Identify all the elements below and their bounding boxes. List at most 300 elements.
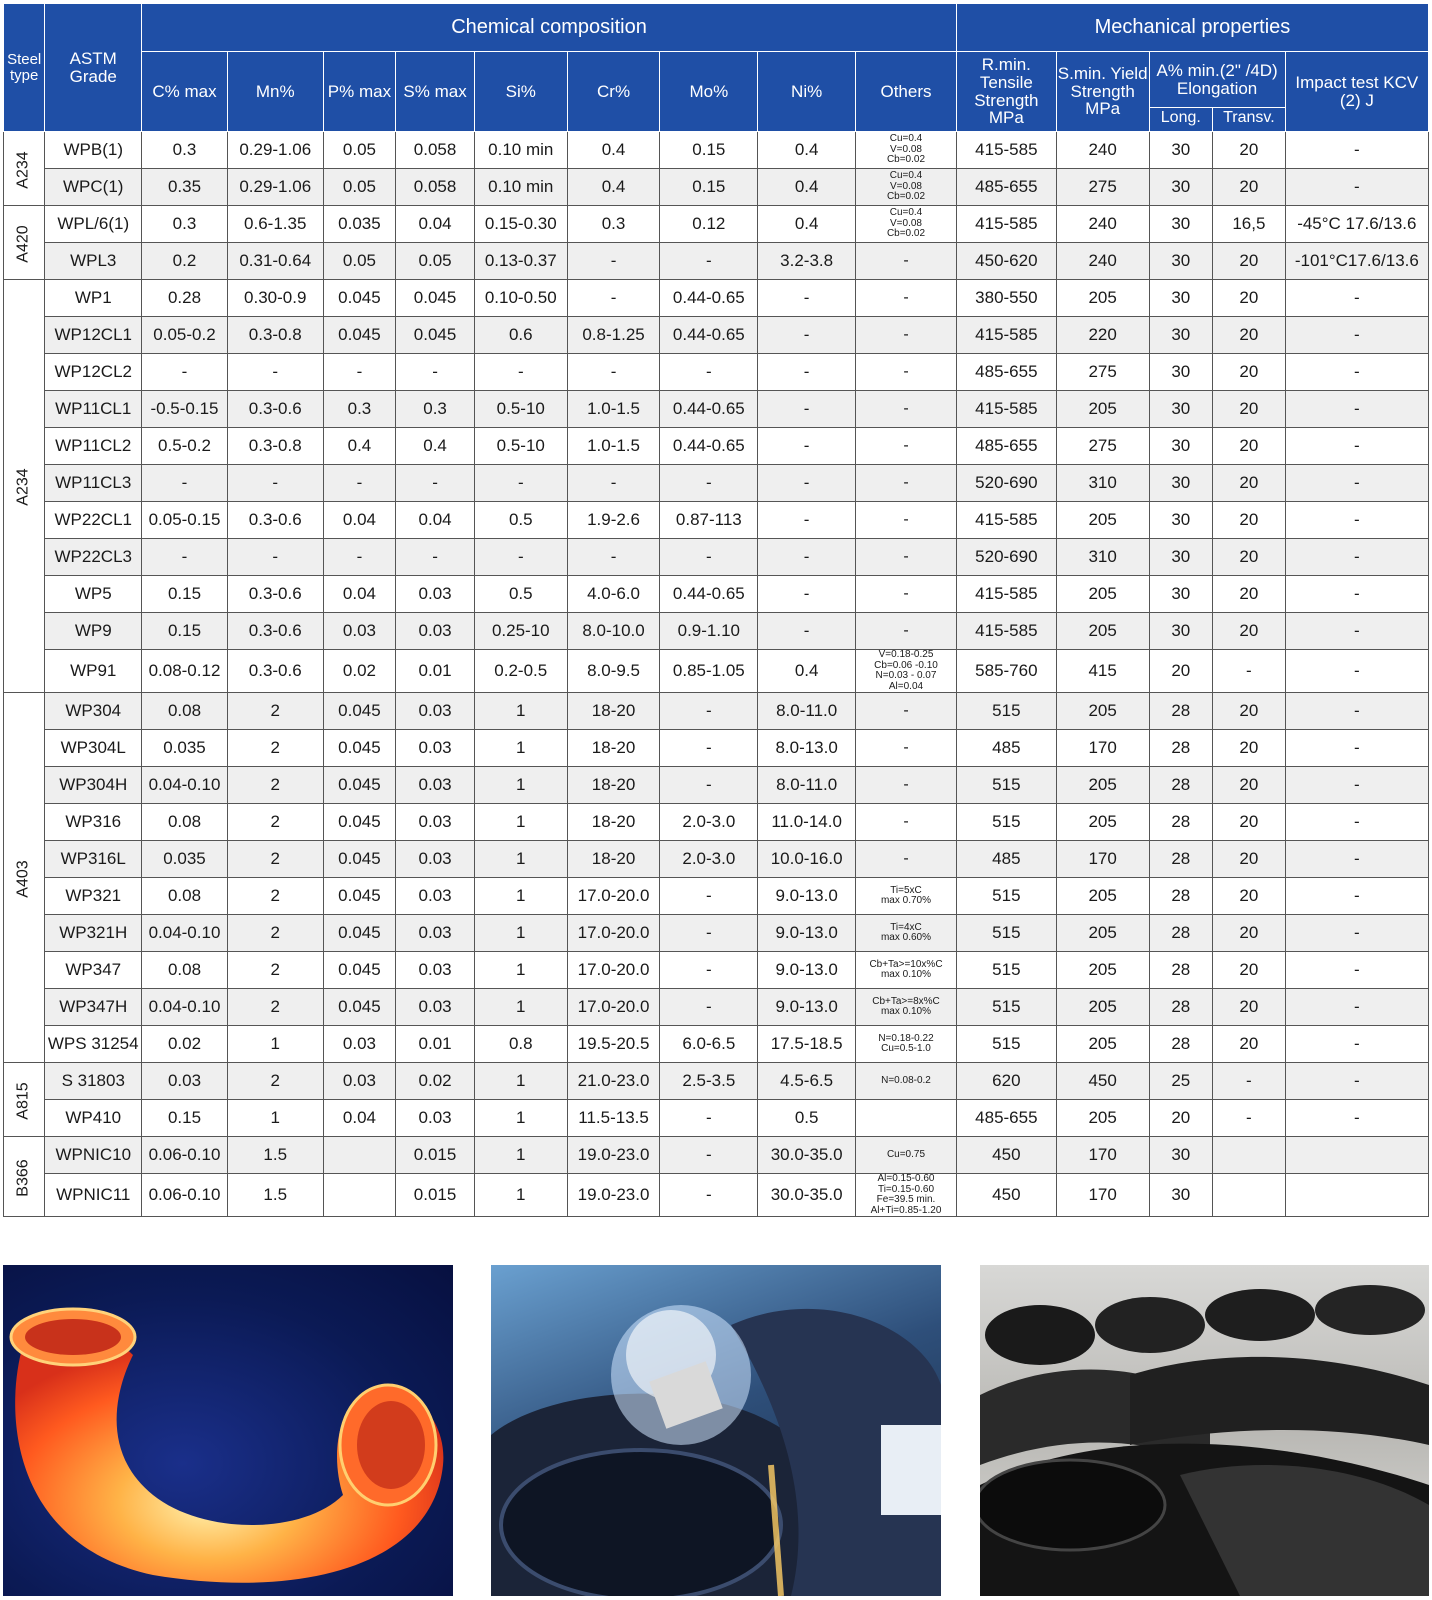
cell-c: 0.035 xyxy=(142,730,228,767)
others-line: Cb=0.02 xyxy=(886,191,926,203)
header-elongation: A% min.(2" /4D) Elongation xyxy=(1149,52,1285,108)
cell-long: 20 xyxy=(1149,650,1213,693)
cell-long: 28 xyxy=(1149,878,1213,915)
cell-impact: - xyxy=(1285,730,1428,767)
cell-tensile: 585-760 xyxy=(956,650,1056,693)
cell-p: - xyxy=(323,354,396,391)
cell-grade: WP410 xyxy=(45,1100,142,1137)
cell-si: 1 xyxy=(474,767,567,804)
cell-cr: 0.8-1.25 xyxy=(567,317,660,354)
cell-grade: WP12CL1 xyxy=(45,317,142,354)
cell-tensile: 515 xyxy=(956,915,1056,952)
cell-p: 0.04 xyxy=(323,576,396,613)
cell-mn: 2 xyxy=(227,730,323,767)
cell-mo: 2.0-3.0 xyxy=(660,804,758,841)
cell-cr: 18-20 xyxy=(567,730,660,767)
cell-yield: 205 xyxy=(1056,989,1149,1026)
cell-mn: 2 xyxy=(227,767,323,804)
cell-impact: - xyxy=(1285,878,1428,915)
cell-tensile: 485-655 xyxy=(956,1100,1056,1137)
cell-grade: WPNIC11 xyxy=(45,1174,142,1217)
cell-transv: 20 xyxy=(1213,502,1286,539)
cell-cr: 17.0-20.0 xyxy=(567,915,660,952)
cell-others xyxy=(856,613,957,650)
cell-tensile: 515 xyxy=(956,693,1056,730)
cell-mo: - xyxy=(660,1137,758,1174)
others-line: V=0.08 xyxy=(890,180,922,192)
cell-c: 0.05-0.15 xyxy=(142,502,228,539)
cell-tensile: 485-655 xyxy=(956,428,1056,465)
cell-impact: - xyxy=(1285,539,1428,576)
steel-type-label: A403 xyxy=(15,859,33,898)
cell-grade: WP347H xyxy=(45,989,142,1026)
cell-p: 0.4 xyxy=(323,428,396,465)
cell-transv xyxy=(1213,1137,1286,1174)
cell-c: 0.35 xyxy=(142,169,228,206)
cell-cr: 0.3 xyxy=(567,206,660,243)
cell-tensile: 380-550 xyxy=(956,280,1056,317)
cell-p: - xyxy=(323,465,396,502)
cell-c: 0.05-0.2 xyxy=(142,317,228,354)
cell-others xyxy=(856,132,957,169)
cell-s: - xyxy=(396,539,475,576)
cell-grade: WP11CL3 xyxy=(45,465,142,502)
cell-si: 1 xyxy=(474,952,567,989)
cell-ni: 0.4 xyxy=(758,650,856,693)
cell-impact: - xyxy=(1285,169,1428,206)
cell-si: 0.15-0.30 xyxy=(474,206,567,243)
cell-c: 0.15 xyxy=(142,1100,228,1137)
cell-ni: - xyxy=(758,280,856,317)
steel-type-label: A234 xyxy=(15,468,33,506)
cell-yield: 205 xyxy=(1056,767,1149,804)
cell-impact: - xyxy=(1285,465,1428,502)
cell-grade: WPL3 xyxy=(45,243,142,280)
header-mn: Mn% xyxy=(227,52,323,132)
others-line: max 0.60% xyxy=(880,932,931,943)
cell-impact: - xyxy=(1285,391,1428,428)
cell-cr: 1.0-1.5 xyxy=(567,428,660,465)
cell-yield: 450 xyxy=(1056,1063,1149,1100)
steel-type-cell xyxy=(4,206,45,280)
header-transv: Transv. xyxy=(1213,108,1286,132)
cell-si: 0.5-10 xyxy=(474,428,567,465)
cell-cr: 1.0-1.5 xyxy=(567,391,660,428)
cell-si: 1 xyxy=(474,730,567,767)
cell-long: 30 xyxy=(1149,169,1213,206)
cell-s: 0.03 xyxy=(396,613,475,650)
cell-mn: 2 xyxy=(227,804,323,841)
cell-transv: 20 xyxy=(1213,317,1286,354)
cell-transv: 20 xyxy=(1213,132,1286,169)
table-row xyxy=(4,280,1429,317)
table-row xyxy=(4,767,1429,804)
cell-yield: 205 xyxy=(1056,280,1149,317)
cell-s: 0.03 xyxy=(396,730,475,767)
cell-mn: 2 xyxy=(227,693,323,730)
steel-type-cell xyxy=(4,693,45,1063)
cell-c: - xyxy=(142,539,228,576)
cell-long: 30 xyxy=(1149,428,1213,465)
cell-s: 0.03 xyxy=(396,1100,475,1137)
cell-tensile: 515 xyxy=(956,878,1056,915)
cell-c: 0.15 xyxy=(142,576,228,613)
cell-c: 0.04-0.10 xyxy=(142,915,228,952)
cell-mo: 0.15 xyxy=(660,169,758,206)
cell-grade: WP91 xyxy=(45,650,142,693)
cell-long: 30 xyxy=(1149,391,1213,428)
steel-type-cell xyxy=(4,280,45,693)
cell-impact xyxy=(1285,1174,1428,1217)
others-line: max 0.10% xyxy=(880,1006,931,1017)
table-row xyxy=(4,465,1429,502)
cell-mo: - xyxy=(660,354,758,391)
cell-grade: WPL/6(1) xyxy=(45,206,142,243)
cell-s: 0.03 xyxy=(396,878,475,915)
cell-mo: - xyxy=(660,243,758,280)
cell-tensile: 450-620 xyxy=(956,243,1056,280)
cell-si: 0.10 min xyxy=(474,132,567,169)
cell-tensile: 415-585 xyxy=(956,391,1056,428)
cell-ni: 30.0-35.0 xyxy=(758,1137,856,1174)
cell-ni: 8.0-11.0 xyxy=(758,693,856,730)
cell-cr: 18-20 xyxy=(567,767,660,804)
cell-transv: 20 xyxy=(1213,613,1286,650)
cell-transv: 20 xyxy=(1213,576,1286,613)
table-row xyxy=(4,317,1429,354)
cell-yield: 310 xyxy=(1056,465,1149,502)
table-row xyxy=(4,576,1429,613)
cell-yield: 205 xyxy=(1056,1100,1149,1137)
cell-p: 0.045 xyxy=(323,841,396,878)
cell-impact: - xyxy=(1285,613,1428,650)
table-row xyxy=(4,613,1429,650)
cell-tensile: 515 xyxy=(956,804,1056,841)
cell-cr: 8.0-9.5 xyxy=(567,650,660,693)
others-line: - xyxy=(903,812,909,830)
cell-c: 0.02 xyxy=(142,1026,228,1063)
cell-mn: 0.3-0.6 xyxy=(227,576,323,613)
cell-impact: - xyxy=(1285,317,1428,354)
cell-s: 0.04 xyxy=(396,502,475,539)
cell-long: 20 xyxy=(1149,1100,1213,1137)
cell-long: 28 xyxy=(1149,1026,1213,1063)
cell-si: 1 xyxy=(474,804,567,841)
cell-impact: - xyxy=(1285,1100,1428,1137)
cell-s: 0.3 xyxy=(396,391,475,428)
others-line: Al+Ti=0.85-1.20 xyxy=(870,1204,942,1216)
others-line: Cb+Ta>=8x%C xyxy=(872,995,940,1007)
cell-others xyxy=(856,539,957,576)
cell-long: 28 xyxy=(1149,989,1213,1026)
cell-mo: - xyxy=(660,915,758,952)
cell-ni: - xyxy=(758,428,856,465)
cell-cr: 0.4 xyxy=(567,169,660,206)
others-line: Cu=0.5-1.0 xyxy=(881,1043,931,1054)
cell-impact: - xyxy=(1285,989,1428,1026)
cell-cr: 17.0-20.0 xyxy=(567,952,660,989)
header-impact: Impact test KCV (2) J xyxy=(1285,52,1428,132)
cell-si: 1 xyxy=(474,989,567,1026)
cell-long: 28 xyxy=(1149,804,1213,841)
table-row xyxy=(4,878,1429,915)
cell-long: 30 xyxy=(1149,280,1213,317)
header-cr: Cr% xyxy=(567,52,660,132)
cell-others xyxy=(856,1174,957,1217)
header-c: C% max xyxy=(142,52,228,132)
others-line: Ti=4xC xyxy=(890,921,922,933)
cell-ni: 0.5 xyxy=(758,1100,856,1137)
cell-cr: 21.0-23.0 xyxy=(567,1063,660,1100)
cell-s: 0.015 xyxy=(396,1174,475,1217)
header-s: S% max xyxy=(396,52,475,132)
header-yield: S.min. Yield Strength MPa xyxy=(1056,52,1149,132)
cell-mn: 2 xyxy=(227,952,323,989)
cell-ni: 8.0-11.0 xyxy=(758,767,856,804)
cell-c: 0.2 xyxy=(142,243,228,280)
cell-si: 1 xyxy=(474,1100,567,1137)
cell-c: 0.04-0.10 xyxy=(142,989,228,1026)
cell-mn: 1.5 xyxy=(227,1174,323,1217)
cell-cr: 18-20 xyxy=(567,804,660,841)
cell-grade: WP321 xyxy=(45,878,142,915)
cell-cr: 8.0-10.0 xyxy=(567,613,660,650)
table-row xyxy=(4,169,1429,206)
cell-tensile: 450 xyxy=(956,1174,1056,1217)
cell-ni: - xyxy=(758,613,856,650)
cell-transv: - xyxy=(1213,650,1286,693)
cell-c: 0.3 xyxy=(142,206,228,243)
cell-p: 0.05 xyxy=(323,169,396,206)
table-row xyxy=(4,1063,1429,1100)
cell-p xyxy=(323,1137,396,1174)
cell-mn: - xyxy=(227,539,323,576)
cell-cr: - xyxy=(567,354,660,391)
cell-yield: 240 xyxy=(1056,206,1149,243)
cell-ni: 0.4 xyxy=(758,132,856,169)
cell-c: - xyxy=(142,354,228,391)
cell-mo: 0.12 xyxy=(660,206,758,243)
cell-others xyxy=(856,206,957,243)
cell-c: 0.08 xyxy=(142,804,228,841)
cell-others xyxy=(856,502,957,539)
cell-grade: WP5 xyxy=(45,576,142,613)
cell-transv: 20 xyxy=(1213,243,1286,280)
cell-si: 1 xyxy=(474,1174,567,1217)
cell-yield: 205 xyxy=(1056,693,1149,730)
cell-c: 0.3 xyxy=(142,132,228,169)
cell-s: 0.03 xyxy=(396,952,475,989)
cell-mn: 2 xyxy=(227,915,323,952)
cell-s: - xyxy=(396,465,475,502)
header-chemical-composition: Chemical composition xyxy=(142,4,957,52)
cell-si: 0.5 xyxy=(474,576,567,613)
cell-long: 30 xyxy=(1149,539,1213,576)
cell-si: 1 xyxy=(474,1137,567,1174)
cell-grade: WP304L xyxy=(45,730,142,767)
cell-si: - xyxy=(474,539,567,576)
cell-ni: 17.5-18.5 xyxy=(758,1026,856,1063)
cell-impact: - xyxy=(1285,280,1428,317)
cell-tensile: 415-585 xyxy=(956,502,1056,539)
cell-s: 0.03 xyxy=(396,915,475,952)
cell-yield: 205 xyxy=(1056,613,1149,650)
cell-others xyxy=(856,465,957,502)
cell-others xyxy=(856,650,957,693)
cell-impact: -101°C17.6/13.6 xyxy=(1285,243,1428,280)
cell-tensile: 415-585 xyxy=(956,317,1056,354)
cell-p xyxy=(323,1174,396,1217)
cell-long: 30 xyxy=(1149,206,1213,243)
cell-others xyxy=(856,1063,957,1100)
cell-transv xyxy=(1213,1174,1286,1217)
others-line: Cb=0.02 xyxy=(886,154,926,166)
cell-transv: - xyxy=(1213,1063,1286,1100)
cell-grade: WPS 31254 xyxy=(45,1026,142,1063)
cell-p: 0.04 xyxy=(323,1100,396,1137)
cell-mo: - xyxy=(660,1174,758,1217)
cell-cr: 19.5-20.5 xyxy=(567,1026,660,1063)
cell-others xyxy=(856,576,957,613)
cell-mo: 6.0-6.5 xyxy=(660,1026,758,1063)
cell-cr: 11.5-13.5 xyxy=(567,1100,660,1137)
cell-transv: 20 xyxy=(1213,354,1286,391)
cell-transv: 20 xyxy=(1213,391,1286,428)
cell-impact: - xyxy=(1285,132,1428,169)
cell-yield: 275 xyxy=(1056,169,1149,206)
cell-impact: - xyxy=(1285,576,1428,613)
cell-transv: 20 xyxy=(1213,878,1286,915)
table-row xyxy=(4,354,1429,391)
cell-si: 1 xyxy=(474,878,567,915)
cell-mo: - xyxy=(660,878,758,915)
cell-mn: 0.29-1.06 xyxy=(227,132,323,169)
cell-grade: WP304 xyxy=(45,693,142,730)
cell-c: 0.08-0.12 xyxy=(142,650,228,693)
cell-p: 0.03 xyxy=(323,1063,396,1100)
cell-yield: 205 xyxy=(1056,391,1149,428)
others-line: V=0.08 xyxy=(890,217,922,229)
others-line: N=0.08-0.2 xyxy=(881,1074,931,1086)
cell-tensile: 415-585 xyxy=(956,576,1056,613)
others-line: Ti=5xC xyxy=(890,884,922,896)
cell-impact: - xyxy=(1285,952,1428,989)
others-line: Cb=0.02 xyxy=(886,228,926,240)
cell-transv: - xyxy=(1213,1100,1286,1137)
cell-mn: 0.6-1.35 xyxy=(227,206,323,243)
cell-s: 0.045 xyxy=(396,280,475,317)
cell-s: 0.04 xyxy=(396,206,475,243)
cell-ni: 30.0-35.0 xyxy=(758,1174,856,1217)
cell-cr: 0.4 xyxy=(567,132,660,169)
cell-grade: WP11CL2 xyxy=(45,428,142,465)
table-row xyxy=(4,952,1429,989)
cell-others xyxy=(856,1100,957,1137)
cell-grade: S 31803 xyxy=(45,1063,142,1100)
others-line: - xyxy=(903,288,909,306)
cell-others xyxy=(856,169,957,206)
cell-ni: 9.0-13.0 xyxy=(758,915,856,952)
cell-p: 0.045 xyxy=(323,989,396,1026)
cell-tensile: 485 xyxy=(956,841,1056,878)
header-mechanical-properties: Mechanical properties xyxy=(956,4,1428,52)
header-steel-type: Steel type xyxy=(4,4,45,132)
cell-si: 0.13-0.37 xyxy=(474,243,567,280)
cell-s: 0.03 xyxy=(396,693,475,730)
cell-c: 0.035 xyxy=(142,841,228,878)
steel-type-cell xyxy=(4,1063,45,1137)
cell-others xyxy=(856,693,957,730)
cell-p: 0.045 xyxy=(323,767,396,804)
table-row xyxy=(4,243,1429,280)
steel-type-cell xyxy=(4,1137,45,1217)
table-row xyxy=(4,693,1429,730)
cell-long: 30 xyxy=(1149,613,1213,650)
cell-yield: 205 xyxy=(1056,1026,1149,1063)
cell-mn: 0.3-0.6 xyxy=(227,502,323,539)
cell-others xyxy=(856,952,957,989)
cell-c: 0.08 xyxy=(142,693,228,730)
table-body xyxy=(4,132,1429,1217)
cell-ni: - xyxy=(758,465,856,502)
others-line: Al=0.04 xyxy=(888,680,924,692)
cell-ni: 9.0-13.0 xyxy=(758,989,856,1026)
table-row xyxy=(4,730,1429,767)
table-row xyxy=(4,915,1429,952)
cell-mo: - xyxy=(660,767,758,804)
others-line: Cb=0.06 -0.10 xyxy=(874,659,938,671)
cell-impact: - xyxy=(1285,693,1428,730)
cell-yield: 170 xyxy=(1056,730,1149,767)
cell-long: 28 xyxy=(1149,841,1213,878)
others-line: Al=0.15-0.60 xyxy=(877,1173,935,1184)
cell-long: 30 xyxy=(1149,1137,1213,1174)
cell-p: 0.02 xyxy=(323,650,396,693)
cell-mn: 2 xyxy=(227,841,323,878)
cell-mn: 0.3-0.8 xyxy=(227,428,323,465)
cell-long: 28 xyxy=(1149,767,1213,804)
cell-c: 0.28 xyxy=(142,280,228,317)
cell-s: - xyxy=(396,354,475,391)
steel-type-label: A420 xyxy=(15,224,33,263)
cell-si: 0.10 min xyxy=(474,169,567,206)
cell-grade: WP22CL3 xyxy=(45,539,142,576)
cell-yield: 310 xyxy=(1056,539,1149,576)
cell-transv: 20 xyxy=(1213,169,1286,206)
others-line: - xyxy=(903,251,909,269)
table-row xyxy=(4,391,1429,428)
cell-yield: 205 xyxy=(1056,878,1149,915)
table-row xyxy=(4,989,1429,1026)
cell-others xyxy=(856,1026,957,1063)
cell-yield: 205 xyxy=(1056,576,1149,613)
cell-mn: 1.5 xyxy=(227,1137,323,1174)
cell-s: 0.015 xyxy=(396,1137,475,1174)
cell-tensile: 620 xyxy=(956,1063,1056,1100)
cell-yield: 205 xyxy=(1056,804,1149,841)
cell-grade: WPB(1) xyxy=(45,132,142,169)
cell-others xyxy=(856,989,957,1026)
cell-impact: - xyxy=(1285,502,1428,539)
cell-impact xyxy=(1285,1137,1428,1174)
cell-ni: 10.0-16.0 xyxy=(758,841,856,878)
cell-long: 30 xyxy=(1149,465,1213,502)
cell-transv: 20 xyxy=(1213,841,1286,878)
cell-si: 1 xyxy=(474,841,567,878)
cell-long: 28 xyxy=(1149,952,1213,989)
cell-s: 0.03 xyxy=(396,989,475,1026)
cell-yield: 170 xyxy=(1056,1174,1149,1217)
